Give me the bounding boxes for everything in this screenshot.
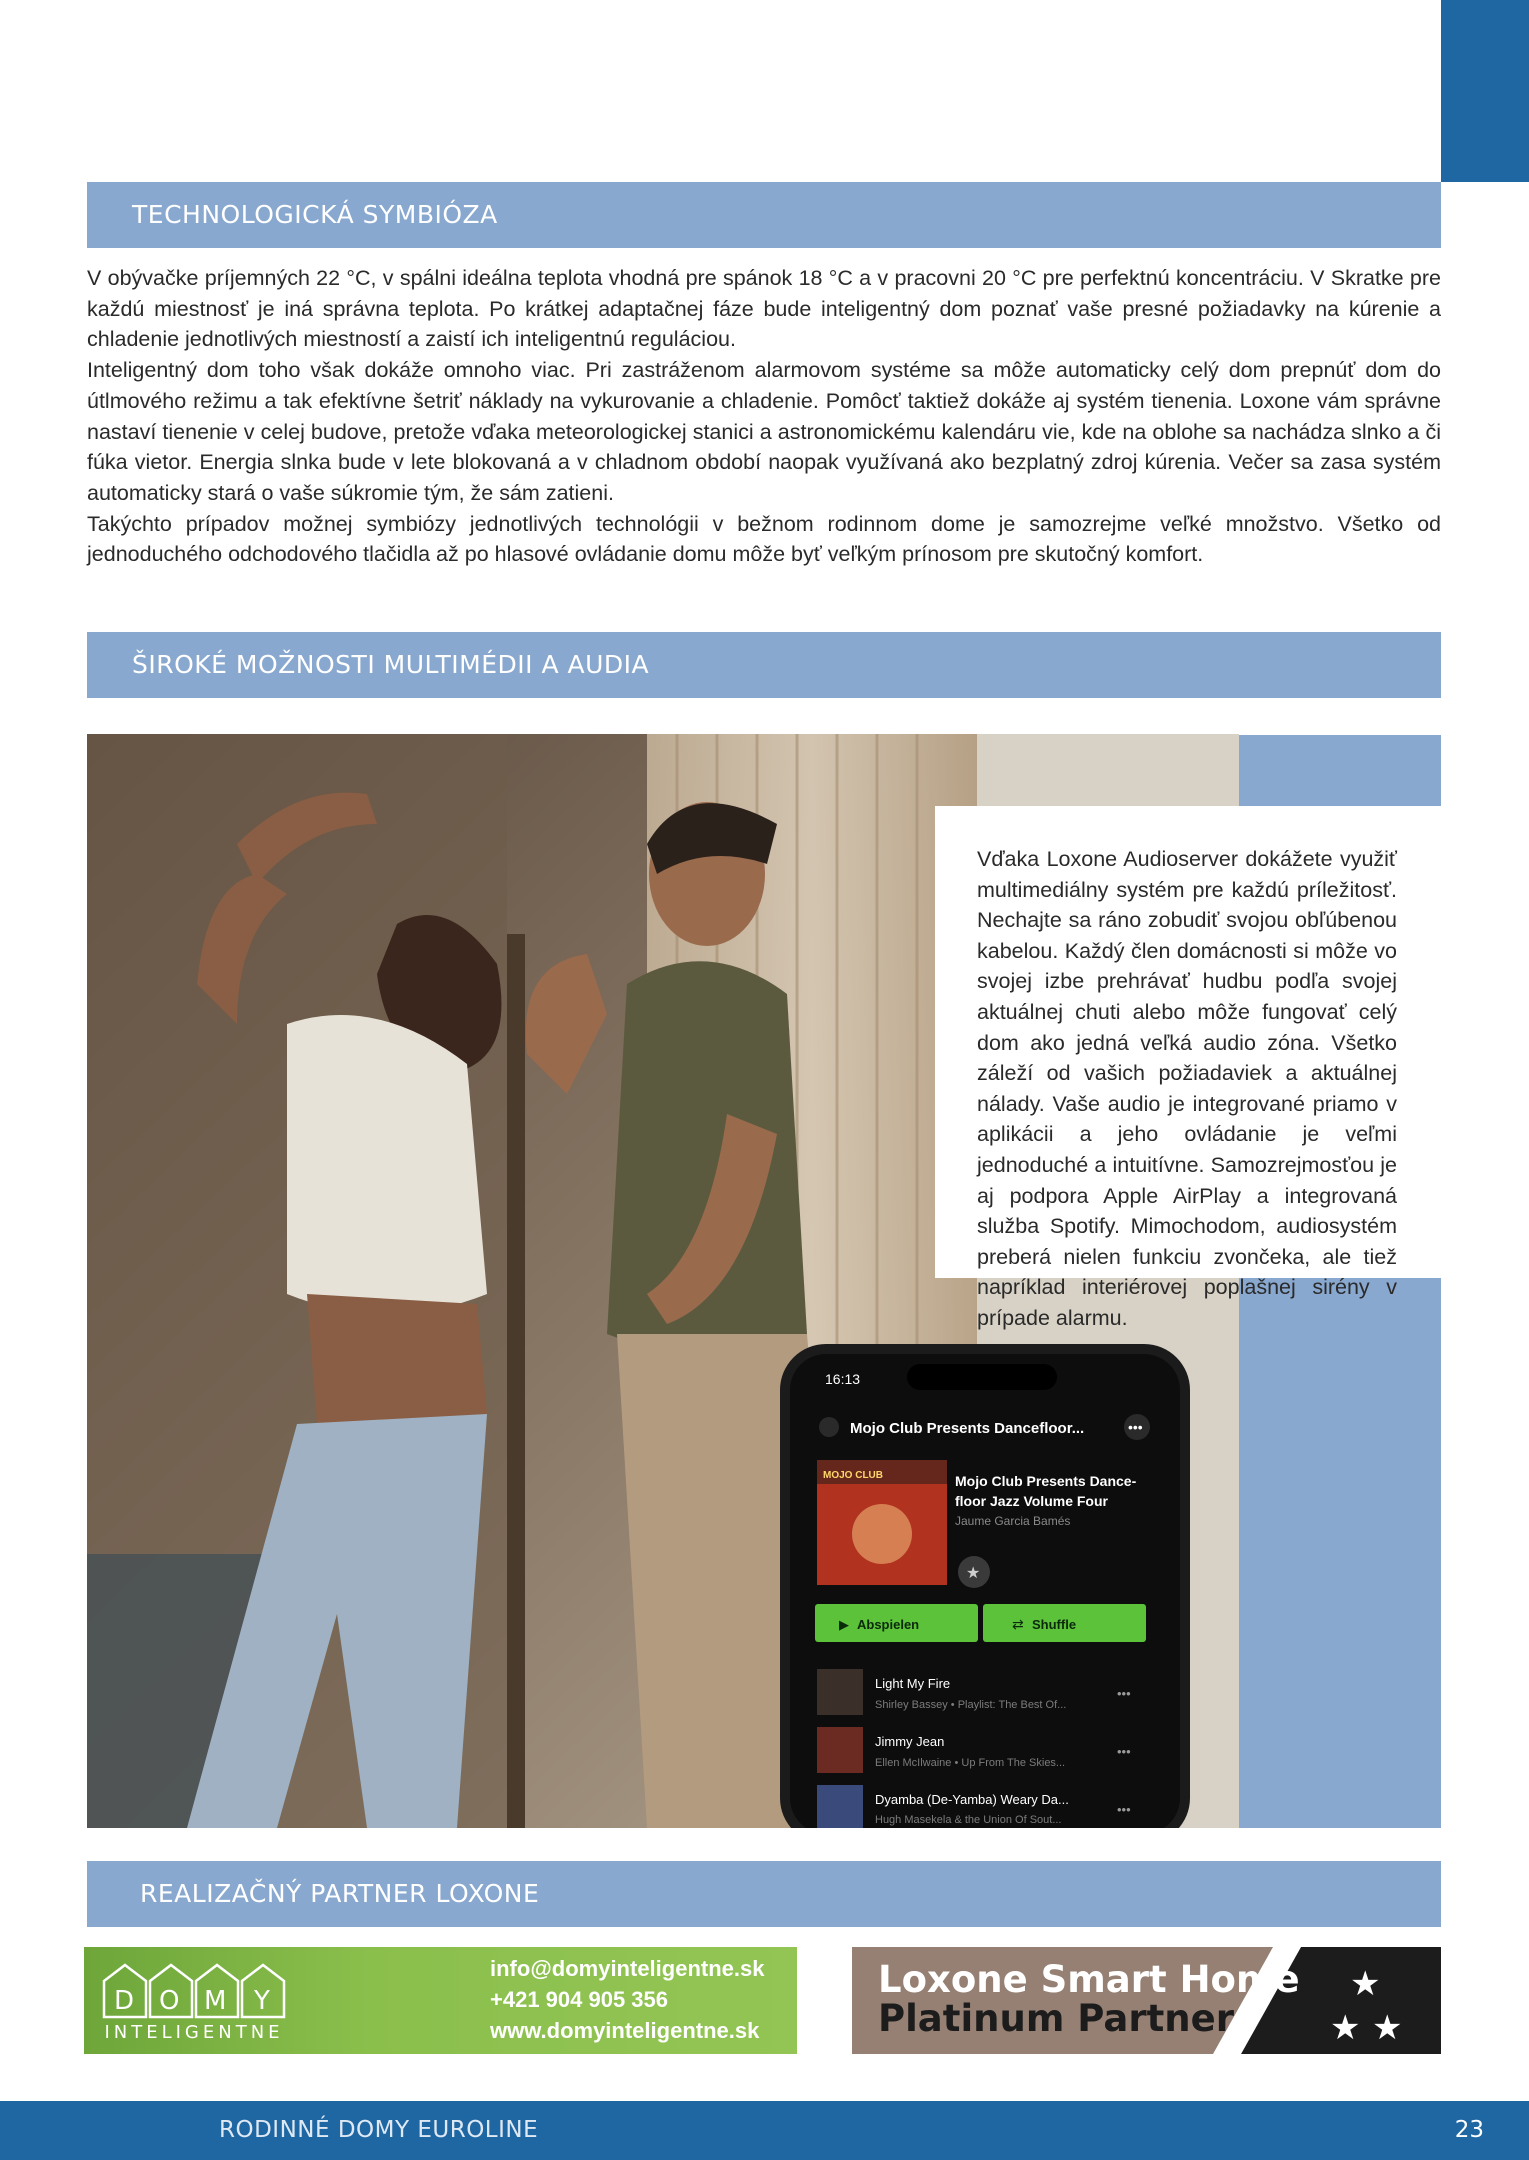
page-number: 23 [1454, 2117, 1484, 2143]
section-header-partner [87, 1861, 1441, 1927]
shuffle-button[interactable] [983, 1604, 1146, 1642]
loxone-title: Loxone Smart Home [878, 1958, 1300, 2001]
track-more-icon[interactable]: ••• [1117, 1744, 1131, 1759]
section-header-multimedia [87, 632, 1441, 698]
logo-letter: M [204, 1986, 227, 2016]
paragraph-temperature: V obývačke príjemných 22 °C, v spálni ideálna teplota vhodná pre spánok 18 °C a v pracovni 20 °C pre perfektnú koncentráciu. V Skratke pre každú miestnosť je iná správna teplota. Po krátkej adaptačnej fáze bude inteligentný dom poznať vaše presné požiadavky na kúrenie a chladenie jednotlivých miestností a zaistí ich inteligentnú reguláciou. [87, 266, 1441, 352]
loxone-subtitle: Platinum Partner [878, 1997, 1234, 2040]
svg-text:•••: ••• [1128, 1419, 1143, 1435]
track-title: Light My Fire [875, 1676, 951, 1691]
section-title-multimedia: ŠIROKÉ MOŽNOSTI MULTIMÉDII A AUDIA [132, 650, 650, 679]
section-title-technology: TECHNOLOGICKÁ SYMBIÓZA [132, 200, 498, 229]
section-title-partner: REALIZAČNÝ PARTNER LOXONE [140, 1879, 540, 1908]
play-button[interactable] [815, 1604, 978, 1642]
multimedia-body-text: Vďaka Loxone Audioserver dokážete využiť multimediálny systém pre každú príležitosť. Nechajte sa ráno zobudiť svojou obľúbenou kabelou. Každý člen domácnosti si môže vo svojej izbe prehrávať hudbu podľa svojej aktuálnej chuti alebo môže fungovať celý dom ako jedná veľká audio zóna. Všetko záleží od vašich požiadaviek a aktuálnej nálady. Vaše audio je integrované priamo v aplikácii a jeho ovládanie je veľmi jednoduché a intuitívne. Samozrejmosťou je aj podpora Apple AirPlay a integrovaná služba Spotify. Mimochodom, audiosystém preberá nielen funkciu zvončeka, ale tiež napríklad interiérovej poplašnej sirény v prípade alarmu. [977, 847, 1397, 1330]
domy-inteligentne-banner [84, 1947, 797, 2054]
partner-email-link[interactable]: info@domyinteligentne.sk [490, 1956, 765, 1981]
footer-publication-name: RODINNÉ DOMY EUROLINE [219, 2117, 539, 2143]
track-subtitle: Shirley Bassey • Playlist: The Best Of... [875, 1699, 1067, 1711]
play-icon: ▶ [839, 1618, 849, 1633]
track-more-icon[interactable]: ••• [1117, 1802, 1131, 1817]
paragraph-smart-home: Inteligentný dom toho však dokáže omnoho viac. Pri zastráženom alarmovom systéme sa môže automaticky celý dom prepnúť dom do útlmového režimu a tak efektívne šetriť náklady na vykurovanie a chladenie. Pomôcť taktiež dokáže aj systém tienenia. Loxone vám správne nastaví tienenie v celej budove, pretože vďaka meteorologickej stanici a astronomickému kalendáru vie, kde na oblohe sa nachádza slnko a či fúka vietor. Energia slnka bude v lete blokovaná a v chladnom období naopak využívaná ako bezplatný zdroj kúrenia. Večer sa zasa systém automaticky stará o vaše súkromie tým, že sám zatieni. [87, 358, 1441, 505]
track-subtitle: Hugh Masekela & the Union Of Sout... [875, 1814, 1062, 1826]
page-footer [0, 2101, 1529, 2160]
album-cover-text: MOJO CLUB [823, 1470, 883, 1481]
favorite-star-icon[interactable]: ★ [966, 1563, 981, 1582]
partner-web-link[interactable]: www.domyinteligentne.sk [490, 2018, 760, 2043]
corner-accent-tab [1441, 0, 1529, 182]
partner-phone[interactable]: +421 904 905 356 [490, 1987, 669, 2012]
phone-time: 16:13 [825, 1371, 861, 1387]
star-icon: ★ [1350, 1964, 1381, 2004]
play-button-label: Abspielen [857, 1617, 920, 1632]
track-more-icon[interactable]: ••• [1117, 1686, 1131, 1701]
logo-letter: D [114, 1986, 135, 2016]
track-title: Jimmy Jean [875, 1734, 945, 1749]
logo-letter: O [159, 1986, 180, 2016]
album-title-line1: Mojo Club Presents Dance- [955, 1473, 1137, 1489]
technology-body-text [87, 263, 1441, 570]
logo-letter: Y [254, 1986, 270, 2016]
domy-logo [100, 1957, 300, 2021]
star-icon: ★ [1372, 2008, 1403, 2048]
shuffle-icon: ⇄ [1012, 1617, 1024, 1633]
blue-accent-top [1239, 735, 1441, 805]
shuffle-button-label: Shuffle [1032, 1617, 1077, 1632]
star-icon: ★ [1330, 2008, 1361, 2048]
phone-header-title: Mojo Club Presents Dancefloor... [850, 1420, 1085, 1437]
album-title-line2: floor Jazz Volume Four [955, 1493, 1108, 1509]
logo-tagline: INTELIGENTNE [104, 2022, 284, 2043]
multimedia-text-box [935, 806, 1441, 1330]
loxone-partner-banner [852, 1947, 1441, 2054]
section-header-technology [87, 182, 1441, 248]
partner-contact [490, 1953, 764, 2046]
paragraph-symbiosis: Takýchto prípadov možnej symbiózy jednotlivých technológii v bežnom rodinnom dome je samozrejme veľké množstvo. Všetko od jednoduchého odchodového tlačidla až po hlasové ovládanie domu môže byť veľkým prínosom pre skutočný komfort. [87, 511, 1441, 567]
track-subtitle: Ellen McIlwaine • Up From The Skies... [875, 1757, 1066, 1769]
album-artist: Jaume Garcia Bamés [955, 1514, 1071, 1528]
track-title: Dyamba (De-Yamba) Weary Da... [875, 1792, 1069, 1807]
